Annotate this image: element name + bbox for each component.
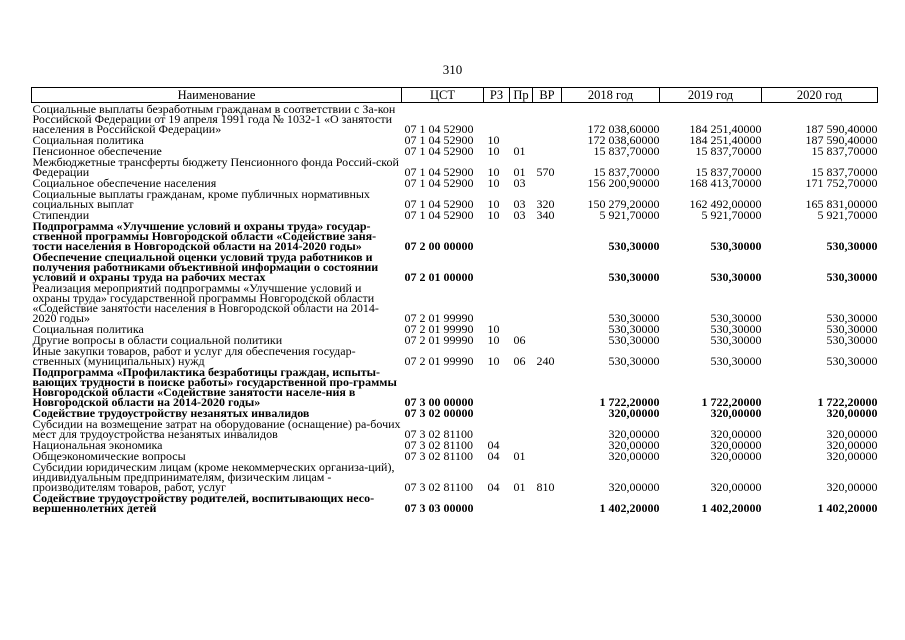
cell-year-2019: 530,30000 <box>710 322 762 336</box>
cell-year-2018: 530,30000 <box>608 354 660 368</box>
cell-year-2018: 15 837,70000 <box>593 144 660 158</box>
cell-year-2018: 320,00000 <box>608 406 660 420</box>
cell-name: Социальная политика <box>32 133 144 147</box>
cell-year-2019: 15 837,70000 <box>695 165 762 179</box>
table-body <box>32 103 878 514</box>
cell-vr <box>533 251 562 282</box>
cell-pr: 03 <box>513 197 526 211</box>
cell-year-2018: 1 722,20000 <box>599 395 660 409</box>
cell-pr <box>510 282 533 323</box>
cell-year-2019: 530,30000 <box>710 239 762 253</box>
cell-year-2018: 172 038,60000 <box>587 133 660 147</box>
header-2018: 2018 год <box>562 88 660 103</box>
cell-cst: 07 2 01 99990 <box>404 354 474 368</box>
header-2019: 2019 год <box>660 88 762 103</box>
cell-vr <box>533 282 562 323</box>
cell-cst: 07 3 02 00000 <box>404 406 474 420</box>
table-header-row <box>32 88 878 103</box>
cell-name: Социальная политика <box>32 322 144 336</box>
cell-rz <box>484 220 510 251</box>
cell-vr <box>533 134 562 145</box>
cell-year-2018: 156 200,90000 <box>587 176 660 190</box>
cell-rz: 10 <box>487 176 500 190</box>
cell-rz: 10 <box>487 197 500 211</box>
cell-pr <box>510 103 533 135</box>
cell-year-2019: 5 921,70000 <box>701 208 762 222</box>
cell-pr <box>510 251 533 282</box>
cell-year-2019: 530,30000 <box>710 311 762 325</box>
cell-pr <box>510 220 533 251</box>
cell-rz: 04 <box>487 449 500 463</box>
cell-year-2019: 320,00000 <box>710 406 762 420</box>
cell-pr: 01 <box>513 449 526 463</box>
cell-year-2019: 168 413,70000 <box>689 176 762 190</box>
cell-rz <box>484 282 510 323</box>
cell-name: Национальная экономика <box>32 438 163 452</box>
cell-year-2019: 320,00000 <box>710 480 762 494</box>
cell-vr: 810 <box>536 480 555 494</box>
cell-name: Общеэкономические вопросы <box>32 449 186 463</box>
cell-vr: 340 <box>536 208 555 222</box>
table-row <box>32 103 878 135</box>
header-2020: 2020 год <box>762 88 878 103</box>
header-cst: ЦСТ <box>402 88 484 103</box>
cell-pr <box>510 366 533 407</box>
cell-year-2018: 530,30000 <box>608 239 660 253</box>
cell-cst: 07 2 00 00000 <box>404 239 474 253</box>
cell-cst: 07 3 02 81100 <box>404 438 474 452</box>
table-row <box>32 418 878 439</box>
cell-cst: 07 1 04 52900 <box>404 176 474 190</box>
cell-name: Субсидии юридическим лицам (кроме некоммерческих организа-ций), индивидуальным предпринимателям, физическим лицам - производителям товаров, работ, услуг <box>32 460 395 494</box>
cell-vr: 320 <box>536 197 555 211</box>
cell-cst: 07 3 03 00000 <box>404 501 474 515</box>
cell-year-2020: 320,00000 <box>826 449 878 463</box>
cell-year-2018: 530,30000 <box>608 270 660 284</box>
table-row <box>32 156 878 177</box>
page-number: 310 <box>442 62 463 77</box>
cell-year-2018: 530,30000 <box>608 311 660 325</box>
cell-name: Межбюджетные трансферты бюджету Пенсионного фонда Россий-ской Федерации <box>32 155 399 179</box>
cell-year-2019: 184 251,40000 <box>689 122 762 136</box>
table-row <box>32 220 878 251</box>
cell-year-2018: 320,00000 <box>608 427 660 441</box>
table-row <box>32 366 878 407</box>
table-row <box>32 345 878 366</box>
cell-rz: 10 <box>487 133 500 147</box>
cell-pr: 03 <box>513 208 526 222</box>
cell-rz <box>484 366 510 407</box>
cell-year-2020: 5 921,70000 <box>817 208 878 222</box>
cell-year-2019: 530,30000 <box>710 354 762 368</box>
cell-vr <box>533 366 562 407</box>
cell-vr <box>533 450 562 461</box>
cell-year-2018: 15 837,70000 <box>593 165 660 179</box>
cell-name: Содействие трудоустройству родителей, воспитывающих несо-вершеннолетних детей <box>32 491 375 515</box>
cell-year-2020: 165 831,00000 <box>805 197 878 211</box>
cell-year-2020: 320,00000 <box>826 406 878 420</box>
cell-pr: 01 <box>513 144 526 158</box>
cell-rz: 10 <box>487 144 500 158</box>
cell-year-2020: 15 837,70000 <box>811 165 878 179</box>
cell-vr <box>533 439 562 450</box>
cell-name: Пенсионное обеспечение <box>32 144 162 158</box>
cell-rz: 10 <box>487 333 500 347</box>
cell-year-2018: 530,30000 <box>608 333 660 347</box>
cell-year-2019: 320,00000 <box>710 449 762 463</box>
cell-year-2018: 320,00000 <box>608 480 660 494</box>
cell-name: Подпрограмма «Улучшение условий и охраны труда» государ-ственной программы Новгородской области «Содействие заня-тости населения в Новгородской области на 2014-2020 годы» <box>32 219 377 253</box>
cell-pr <box>510 418 533 439</box>
cell-year-2020: 1 722,20000 <box>817 395 878 409</box>
cell-name: Стипендии <box>32 208 90 222</box>
cell-cst: 07 3 02 81100 <box>404 480 474 494</box>
cell-year-2020: 530,30000 <box>826 270 878 284</box>
cell-year-2020: 187 590,40000 <box>805 122 878 136</box>
cell-year-2020: 320,00000 <box>826 427 878 441</box>
cell-year-2018: 172 038,60000 <box>587 122 660 136</box>
header-pr: Пр <box>510 88 533 103</box>
cell-year-2020: 320,00000 <box>826 480 878 494</box>
table-row <box>32 492 878 513</box>
cell-cst: 07 2 01 99990 <box>404 333 474 347</box>
cell-name: Иные закупки товаров, работ и услуг для обеспечения государ-ственных (муниципальных) нужд <box>32 344 356 368</box>
cell-vr <box>533 418 562 439</box>
cell-year-2020: 320,00000 <box>826 438 878 452</box>
cell-cst: 07 1 04 52900 <box>404 197 474 211</box>
cell-year-2020: 530,30000 <box>826 239 878 253</box>
cell-year-2018: 1 402,20000 <box>599 501 660 515</box>
cell-year-2019: 15 837,70000 <box>695 144 762 158</box>
budget-table <box>31 87 878 513</box>
cell-year-2020: 530,30000 <box>826 322 878 336</box>
cell-year-2019: 530,30000 <box>710 270 762 284</box>
cell-cst: 07 1 04 52900 <box>404 144 474 158</box>
cell-year-2020: 1 402,20000 <box>817 501 878 515</box>
table-row <box>32 282 878 323</box>
table-row <box>32 461 878 492</box>
cell-year-2018: 320,00000 <box>608 449 660 463</box>
cell-pr <box>510 407 533 418</box>
cell-year-2020: 530,30000 <box>826 333 878 347</box>
cell-vr: 240 <box>536 354 555 368</box>
cell-vr <box>533 407 562 418</box>
cell-rz <box>484 251 510 282</box>
cell-year-2020: 171 752,70000 <box>805 176 878 190</box>
cell-name: Социальные выплаты гражданам, кроме публичных нормативных социальных выплат <box>32 187 370 211</box>
cell-year-2018: 530,30000 <box>608 322 660 336</box>
cell-name: Содействие трудоустройству незанятых инвалидов <box>32 406 310 420</box>
cell-pr: 06 <box>513 354 526 368</box>
cell-rz <box>484 418 510 439</box>
cell-year-2018: 5 921,70000 <box>599 208 660 222</box>
cell-vr: 570 <box>536 165 555 179</box>
cell-pr <box>510 492 533 513</box>
cell-cst: 07 3 00 00000 <box>404 395 474 409</box>
cell-year-2020: 530,30000 <box>826 354 878 368</box>
cell-rz <box>484 492 510 513</box>
cell-year-2020: 187 590,40000 <box>805 133 878 147</box>
cell-year-2019: 184 251,40000 <box>689 133 762 147</box>
cell-vr <box>533 334 562 345</box>
cell-pr: 06 <box>513 333 526 347</box>
header-rz: РЗ <box>484 88 510 103</box>
cell-vr <box>533 492 562 513</box>
cell-pr: 03 <box>513 176 526 190</box>
cell-vr <box>533 145 562 156</box>
cell-year-2019: 320,00000 <box>710 427 762 441</box>
cell-rz: 10 <box>487 354 500 368</box>
cell-name: Подпрограмма «Профилактика безработицы граждан, испыты-вающих трудности в поиске работы» государственной про-граммы Новгородской области «Содействие занятости населе-ния в Новгородской области на 2014-2020 годы» <box>32 365 397 409</box>
cell-name: Социальные выплаты безработным гражданам в соответствии с За-кон Российской Федерации от 19 апреля 1991 года № 1032-1 «О занятости населения в Российской Федерации» <box>32 102 396 136</box>
cell-year-2019: 530,30000 <box>710 333 762 347</box>
cell-year-2019: 1 722,20000 <box>701 395 762 409</box>
cell-year-2019: 1 402,20000 <box>701 501 762 515</box>
table-row <box>32 251 878 282</box>
cell-year-2018: 150 279,20000 <box>587 197 660 211</box>
cell-cst: 07 3 02 81100 <box>404 449 474 463</box>
cell-vr <box>533 220 562 251</box>
cell-cst: 07 1 04 52900 <box>404 133 474 147</box>
cell-name: Реализация мероприятий подпрограммы «Улучшение условий и охраны труда» государственной программы Новгородской области «Содействие занятости населения в Новгородской области на 2014-2020 годы» <box>32 281 379 325</box>
cell-name: Субсидии на возмещение затрат на оборудование (оснащение) ра-бочих мест для трудоустройства незанятых инвалидов <box>32 417 401 441</box>
cell-rz: 10 <box>487 322 500 336</box>
cell-year-2019: 320,00000 <box>710 438 762 452</box>
cell-rz: 10 <box>487 165 500 179</box>
cell-name: Социальное обеспечение населения <box>32 176 217 190</box>
cell-name: Другие вопросы в области социальной политики <box>32 333 283 347</box>
header-name: Наименование <box>32 88 402 103</box>
cell-year-2020: 15 837,70000 <box>811 144 878 158</box>
cell-rz <box>484 103 510 135</box>
cell-cst: 07 2 01 00000 <box>404 270 474 284</box>
cell-cst: 07 1 04 52900 <box>404 122 474 136</box>
header-vr: ВР <box>533 88 562 103</box>
table-row <box>32 188 878 209</box>
cell-vr <box>533 323 562 334</box>
cell-cst: 07 3 02 81100 <box>404 427 474 441</box>
cell-rz: 04 <box>487 438 500 452</box>
cell-cst: 07 1 04 52900 <box>404 208 474 222</box>
cell-name: Обеспечение специальной оценки условий труда работников и получения работниками объективной информации о состоянии условий и охраны труда на рабочих местах <box>32 250 379 284</box>
cell-year-2018: 320,00000 <box>608 438 660 452</box>
cell-year-2020: 530,30000 <box>826 311 878 325</box>
cell-rz <box>484 407 510 418</box>
cell-rz: 10 <box>487 208 500 222</box>
cell-vr <box>533 103 562 135</box>
cell-pr: 01 <box>513 165 526 179</box>
cell-cst: 07 2 01 99990 <box>404 311 474 325</box>
cell-pr: 01 <box>513 480 526 494</box>
cell-year-2019: 162 492,00000 <box>689 197 762 211</box>
cell-cst: 07 1 04 52900 <box>404 165 474 179</box>
cell-cst: 07 2 01 99990 <box>404 322 474 336</box>
cell-rz: 04 <box>487 480 500 494</box>
